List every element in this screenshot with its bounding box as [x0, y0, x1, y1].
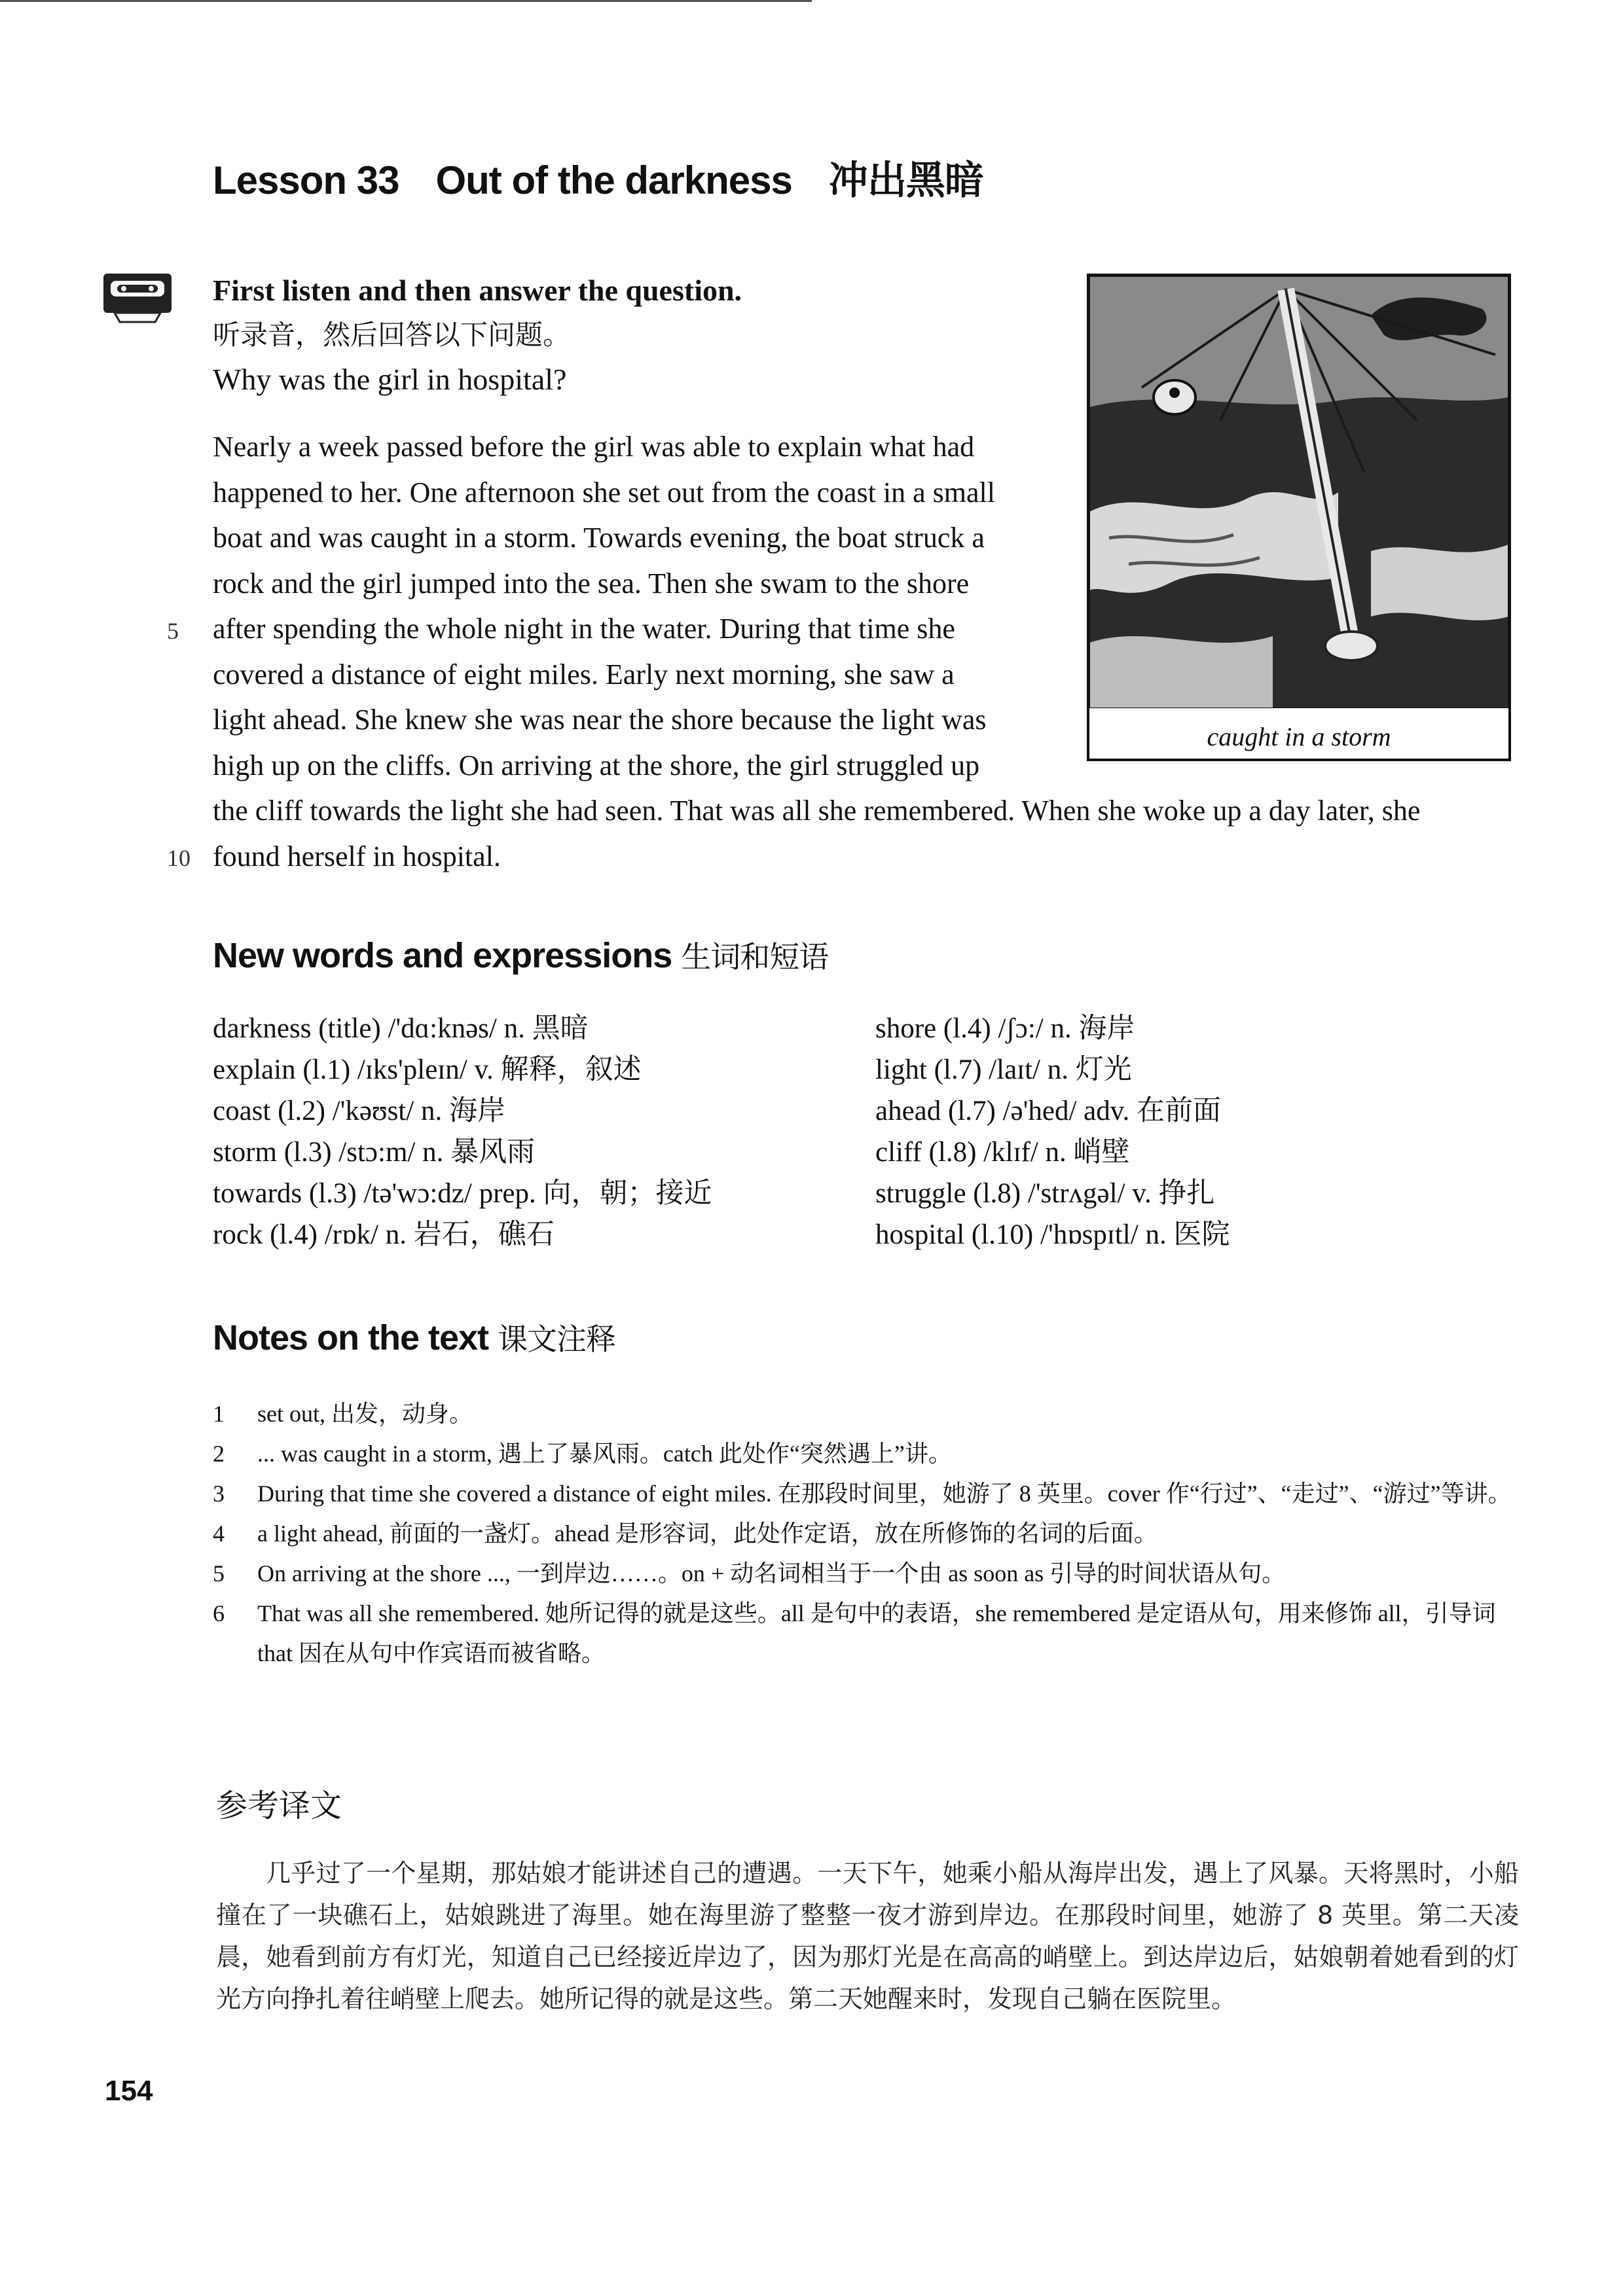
vocab-entry: shore (l.4) /ʃɔ:/ n. 海岸 — [875, 1013, 1135, 1044]
story-line: after spending the whole night in the water. During that time she — [213, 613, 955, 645]
note-text: That was all she remembered. 她所记得的就是这些。all 是句中的表语，she remembered 是定语从句，用来修饰 all，引导词 that 因在从句中作宾语而被省略。 — [257, 1600, 1496, 1666]
line-number: 5 — [167, 618, 179, 644]
page-number: 154 — [105, 2075, 153, 2107]
story-line: boat and was caught in a storm. Towards evening, the boat struck a — [213, 522, 985, 554]
note-number: 6 — [213, 1600, 225, 1626]
storm-illustration — [1087, 274, 1511, 761]
vocab-entry: struggle (l.8) /'strʌgəl/ v. 挣扎 — [875, 1178, 1215, 1209]
note-item — [213, 1594, 1522, 1674]
vocab-entry: explain (l.1) /ɪks'pleɪn/ v. 解释，叙述 — [213, 1054, 642, 1085]
note-number: 4 — [213, 1520, 225, 1547]
story-line: Nearly a week passed before the girl was able to explain what had — [213, 431, 975, 463]
top-rule — [0, 0, 812, 2]
vocab-entry: darkness (title) /'dɑ:knəs/ n. 黑暗 — [213, 1013, 589, 1044]
cassette-icon — [101, 272, 173, 324]
lesson-number: Lesson 33 — [213, 158, 399, 202]
notes-heading-zh: 课文注释 — [498, 1321, 616, 1357]
vocab-entry: storm (l.3) /stɔ:m/ n. 暴风雨 — [213, 1137, 536, 1168]
storm-picture — [1089, 276, 1508, 708]
lesson-title-en: Out of the darkness — [435, 158, 792, 202]
note-text: ... was caught in a storm, 遇上了暴风雨。catch 此处作“突然遇上”讲。 — [257, 1441, 952, 1467]
lesson-title-zh: 冲出黑暗 — [828, 158, 983, 204]
vocab-entry: rock (l.4) /rɒk/ n. 岩石，礁石 — [213, 1219, 555, 1250]
note-text: On arriving at the shore ..., 一到岸边……。on + 动名词相当于一个由 as soon as 引导的时间状语从句。 — [257, 1560, 1286, 1587]
notes-list — [213, 1394, 1522, 1674]
note-text: During that time she covered a distance of eight miles. 在那段时间里，她游了 8 英里。cover 作“行过”、“走过”、“游过”等讲。 — [257, 1480, 1512, 1507]
vocab-entry: towards (l.3) /tə'wɔ:dz/ prep. 向，朝；接近 — [213, 1178, 712, 1209]
instruction-en: First listen and then answer the question. — [213, 274, 742, 307]
note-number: 1 — [213, 1401, 225, 1427]
note-number: 5 — [213, 1560, 225, 1587]
story-line: happened to her. One afternoon she set out from the coast in a small — [213, 476, 995, 509]
new-words-heading-zh: 生词和短语 — [681, 939, 829, 975]
line-number: 10 — [167, 845, 191, 871]
note-number: 2 — [213, 1441, 225, 1467]
story-line: the cliff towards the light she had seen. That was all she remembered. When she woke up a day later, she — [213, 795, 1421, 827]
story-line: rock and the girl jumped into the sea. Then she swam to the shore — [213, 567, 970, 600]
note-item — [213, 1474, 1522, 1514]
reference-translation-title: 参考译文 — [216, 1787, 342, 1824]
reference-translation-text: 几乎过了一个星期，那姑娘才能讲述自己的遭遇。一天下午，她乘小船从海岸出发，遇上了风暴。天将黑时，小船撞在了一块礁石上，姑娘跳进了海里。她在海里游了整整一夜才游到岸边。在那段时间里，她游了 8 英里。第二天凌晨，她看到前方有灯光，知道自己已经接近岸边了，因为那灯光是在高高的峭壁上。到达岸边后，姑娘朝着她看到的灯光方向挣扎着往峭壁上爬去。她所记得的就是这些。第二天她醒来时，发现自己躺在医院里。 — [216, 1859, 1519, 2013]
vocab-entry: coast (l.2) /'kəʊst/ n. 海岸 — [213, 1096, 505, 1126]
vocab-entry: hospital (l.10) /'hɒspɪtl/ n. 医院 — [875, 1219, 1230, 1250]
story-text — [213, 424, 1421, 879]
note-item — [213, 1514, 1522, 1554]
story-line: covered a distance of eight miles. Early next morning, she saw a — [213, 658, 955, 691]
note-text: a light ahead, 前面的一盏灯。ahead 是形容词，此处作定语，放在所修饰的名词的后面。 — [257, 1520, 1158, 1547]
new-words-heading — [213, 933, 828, 977]
vocabulary-right-column — [875, 1008, 1230, 1255]
listening-instructions — [213, 268, 742, 402]
story-line: found herself in hospital. — [213, 840, 501, 872]
story-line: high up on the cliffs. On arriving at the shore, the girl struggled up — [213, 749, 980, 781]
vocabulary-left-column — [213, 1008, 712, 1255]
vocab-entry: cliff (l.8) /klɪf/ n. 峭壁 — [875, 1137, 1130, 1168]
note-number: 3 — [213, 1480, 225, 1507]
vocab-entry: ahead (l.7) /ə'hed/ adv. 在前面 — [875, 1096, 1221, 1126]
note-item — [213, 1554, 1522, 1594]
note-item — [213, 1434, 1522, 1474]
note-text: set out, 出发，动身。 — [257, 1401, 473, 1427]
story-line: light ahead. She knew she was near the shore because the light was — [213, 704, 987, 736]
vocab-entry: light (l.7) /laɪt/ n. 灯光 — [875, 1054, 1132, 1085]
note-item — [213, 1394, 1522, 1434]
notes-heading-en: Notes on the text — [213, 1318, 489, 1357]
instruction-zh: 听录音，然后回答以下问题。 — [213, 319, 571, 351]
notes-heading — [213, 1316, 615, 1359]
lesson-title — [213, 149, 983, 206]
question: Why was the girl in hospital? — [213, 363, 567, 396]
illustration-caption: caught in a storm — [1207, 722, 1391, 751]
new-words-heading-en: New words and expressions — [213, 936, 672, 975]
